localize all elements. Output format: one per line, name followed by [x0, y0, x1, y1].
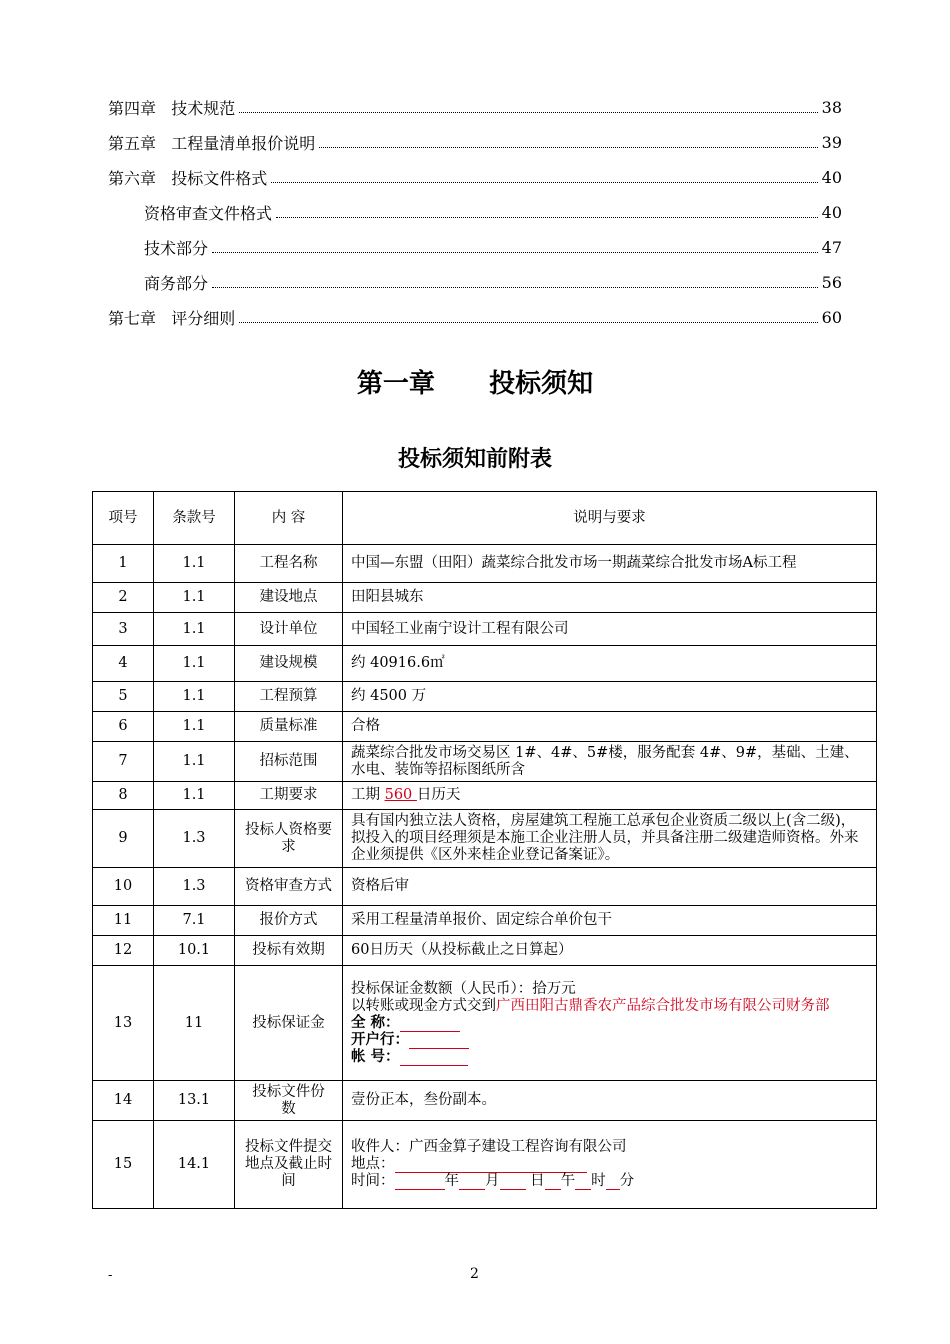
- table-header-row: [93, 492, 877, 545]
- clause-cell: 7.1: [154, 906, 235, 936]
- toc-leader: [239, 322, 817, 323]
- desc-cell: [343, 782, 877, 810]
- account-name-label: 全 称：: [351, 1014, 400, 1031]
- account-name-blank[interactable]: [400, 1017, 460, 1032]
- header-item: 项号: [93, 492, 154, 545]
- item-cell: 15: [93, 1121, 154, 1209]
- clause-cell: 1.1: [154, 583, 235, 613]
- item-cell: 13: [93, 966, 154, 1081]
- table-row: [93, 906, 877, 936]
- content-cell: 建设规模: [235, 646, 343, 682]
- content-cell: 投标人资格要求: [235, 810, 343, 868]
- item-cell: 7: [93, 742, 154, 782]
- toc-entry[interactable]: [108, 195, 842, 230]
- table-row: [93, 712, 877, 742]
- table-row: [93, 682, 877, 712]
- desc-cell: [343, 1081, 877, 1121]
- toc-page: 47: [821, 238, 842, 257]
- table-row: [93, 868, 877, 906]
- desc-text: 中国轻工业南宁设计工程有限公司: [351, 620, 569, 637]
- desc-text: 中国—东盟（田阳）蔬菜综合批发市场一期蔬菜综合批发市场A标工程: [351, 555, 797, 571]
- desc-text: 资格后审: [351, 878, 409, 894]
- clause-cell: 14.1: [154, 1121, 235, 1209]
- toc-page: 38: [821, 98, 842, 117]
- day-blank[interactable]: [500, 1175, 526, 1190]
- toc-label: 商务部分: [144, 271, 210, 294]
- desc-cell: [343, 682, 877, 712]
- item-cell: 8: [93, 782, 154, 810]
- month-blank[interactable]: [459, 1175, 485, 1190]
- table-row: [93, 545, 877, 583]
- desc-cell: [343, 646, 877, 682]
- chapter-heading: [0, 363, 950, 400]
- chapter-number: 第一章: [356, 369, 435, 399]
- desc-text: 日历天: [416, 787, 461, 803]
- toc-entry[interactable]: [108, 265, 842, 300]
- desc-text: 60日历天（从投标截止之日算起）: [351, 942, 573, 958]
- hour-blank[interactable]: [575, 1175, 591, 1190]
- desc-text: 工期: [351, 787, 385, 803]
- noon-label: 午: [560, 1173, 576, 1189]
- desc-cell: [343, 936, 877, 966]
- header-content: 内 容: [235, 492, 343, 545]
- content-cell: 质量标准: [235, 712, 343, 742]
- deposit-payee: 广西田阳古鼎香农产品综合批发市场有限公司财务部: [496, 997, 830, 1014]
- toc-label: 第四章 技术规范: [108, 96, 237, 119]
- toc-label: 技术部分: [144, 236, 210, 259]
- toc-leader: [239, 112, 817, 113]
- toc-leader: [319, 147, 817, 148]
- year-blank[interactable]: [395, 1175, 445, 1190]
- item-cell: 9: [93, 810, 154, 868]
- clause-cell: 1.1: [154, 646, 235, 682]
- hour-label: 时: [591, 1173, 606, 1189]
- toc-page: 40: [821, 168, 842, 187]
- content-cell: 建设地点: [235, 583, 343, 613]
- clause-cell: 1.3: [154, 810, 235, 868]
- minute-label: 分: [619, 1173, 635, 1189]
- bank-label: 开户行：: [351, 1031, 409, 1048]
- toc-leader: [271, 182, 817, 183]
- noon-blank[interactable]: [545, 1175, 561, 1190]
- item-cell: 1: [93, 545, 154, 583]
- desc-cell: [343, 583, 877, 613]
- content-cell: 招标范围: [235, 742, 343, 782]
- table-row: [93, 583, 877, 613]
- table-row: [93, 613, 877, 646]
- header-clause: 条款号: [154, 492, 235, 545]
- toc-entry[interactable]: [108, 160, 842, 195]
- table-row: [93, 742, 877, 782]
- table-title: 投标须知前附表: [397, 447, 552, 472]
- desc-text: 田阳县城东: [351, 589, 424, 605]
- content-cell: 资格审查方式: [235, 868, 343, 906]
- clause-cell: 1.1: [154, 682, 235, 712]
- account-number-label: 帐 号：: [351, 1048, 400, 1065]
- toc-entry[interactable]: [108, 90, 842, 125]
- desc-text: 合格: [351, 718, 380, 734]
- content-cell: 投标文件份 数: [235, 1081, 343, 1121]
- desc-cell: [343, 545, 877, 583]
- desc-cell: [343, 810, 877, 868]
- content-cell: 投标文件提交地点及截止时间: [235, 1121, 343, 1209]
- item-cell: 2: [93, 583, 154, 613]
- clause-cell: 1.1: [154, 742, 235, 782]
- toc-entry[interactable]: [108, 125, 842, 160]
- toc-leader: [212, 287, 818, 288]
- deposit-amount: 投标保证金数额（人民币）：拾万元: [351, 980, 576, 997]
- desc-cell: [343, 613, 877, 646]
- toc-page: 39: [821, 133, 842, 152]
- toc-leader: [276, 217, 818, 218]
- item-cell: 11: [93, 906, 154, 936]
- content-cell: 投标保证金: [235, 966, 343, 1081]
- item-cell: 6: [93, 712, 154, 742]
- time-label: 时间：: [351, 1173, 395, 1189]
- toc-entry[interactable]: [108, 300, 842, 335]
- clause-cell: 10.1: [154, 936, 235, 966]
- toc-label: 第五章 工程量清单报价说明: [108, 131, 317, 154]
- minute-blank[interactable]: [606, 1175, 620, 1190]
- year-label: 年: [444, 1173, 459, 1189]
- clause-cell: 1.3: [154, 868, 235, 906]
- footer-dash: -: [108, 1268, 113, 1283]
- bank-blank[interactable]: [409, 1034, 469, 1049]
- day-label: 日: [530, 1173, 545, 1189]
- item-cell: 3: [93, 613, 154, 646]
- table-row: [93, 646, 877, 682]
- clause-cell: 13.1: [154, 1081, 235, 1121]
- toc-entry[interactable]: [108, 230, 842, 265]
- table-of-contents: [108, 90, 842, 335]
- content-cell: 工期要求: [235, 782, 343, 810]
- desc-text: 采用工程量清单报价、固定综合单价包干: [351, 912, 612, 928]
- table-row: [93, 966, 877, 1081]
- toc-page: 56: [821, 273, 842, 292]
- table-row: [93, 1081, 877, 1121]
- desc-text: 约 40916.6㎡: [351, 655, 445, 671]
- desc-cell: [343, 868, 877, 906]
- desc-cell: [343, 742, 877, 782]
- toc-page: 60: [821, 308, 842, 327]
- item-cell: 14: [93, 1081, 154, 1121]
- desc-text: 具有国内独立法人资格，房屋建筑工程施工总承包企业资质二级以上(含二级)，拟投入的项目经理须是本施工企业注册人员，并具备注册二级建造师资格。外来企业须提供《区外来桂企业登记备案证》。: [351, 813, 859, 863]
- item-cell: 5: [93, 682, 154, 712]
- item-cell: 12: [93, 936, 154, 966]
- content-cell: 工程名称: [235, 545, 343, 583]
- content-cell: 设计单位: [235, 613, 343, 646]
- account-number-blank[interactable]: [400, 1051, 468, 1066]
- clause-cell: 1.1: [154, 613, 235, 646]
- clause-cell: 1.1: [154, 782, 235, 810]
- desc-cell: [343, 966, 877, 1081]
- content-cell: 工程预算: [235, 682, 343, 712]
- toc-page: 40: [821, 203, 842, 222]
- clause-cell: 11: [154, 966, 235, 1081]
- desc-cell: [343, 712, 877, 742]
- recipient: 收件人：广西金算子建设工程咨询有限公司: [351, 1139, 627, 1155]
- desc-text: 蔬菜综合批发市场交易区 1#、4#、5#楼，服务配套 4#、9#，基础、土建、水电、装饰等招标图纸所含: [351, 744, 859, 778]
- item-cell: 10: [93, 868, 154, 906]
- bid-info-table: [92, 491, 877, 1209]
- deposit-method: 以转账或现金方式交到: [351, 997, 496, 1014]
- duration-value: 560: [384, 787, 417, 803]
- chapter-title: 投标须知: [489, 369, 594, 399]
- place-label: 地点：: [351, 1156, 395, 1172]
- desc-cell: [343, 1121, 877, 1209]
- table-row: [93, 1121, 877, 1209]
- month-label: 月: [485, 1173, 500, 1189]
- toc-leader: [212, 252, 818, 253]
- item-cell: 4: [93, 646, 154, 682]
- desc-cell: [343, 906, 877, 936]
- clause-cell: 1.1: [154, 712, 235, 742]
- page-number: 2: [470, 1266, 479, 1282]
- desc-text: 壹份正本，叁份副本。: [351, 1092, 496, 1108]
- toc-label: 第七章 评分细则: [108, 306, 237, 329]
- table-row: [93, 810, 877, 868]
- place-blank[interactable]: [395, 1158, 587, 1173]
- desc-text: 约 4500 万: [351, 688, 427, 704]
- content-cell: 投标有效期: [235, 936, 343, 966]
- toc-label: 第六章 投标文件格式: [108, 166, 269, 189]
- content-cell: 报价方式: [235, 906, 343, 936]
- table-row: [93, 782, 877, 810]
- toc-label: 资格审查文件格式: [144, 201, 274, 224]
- header-desc: 说明与要求: [343, 492, 877, 545]
- clause-cell: 1.1: [154, 545, 235, 583]
- table-row: [93, 936, 877, 966]
